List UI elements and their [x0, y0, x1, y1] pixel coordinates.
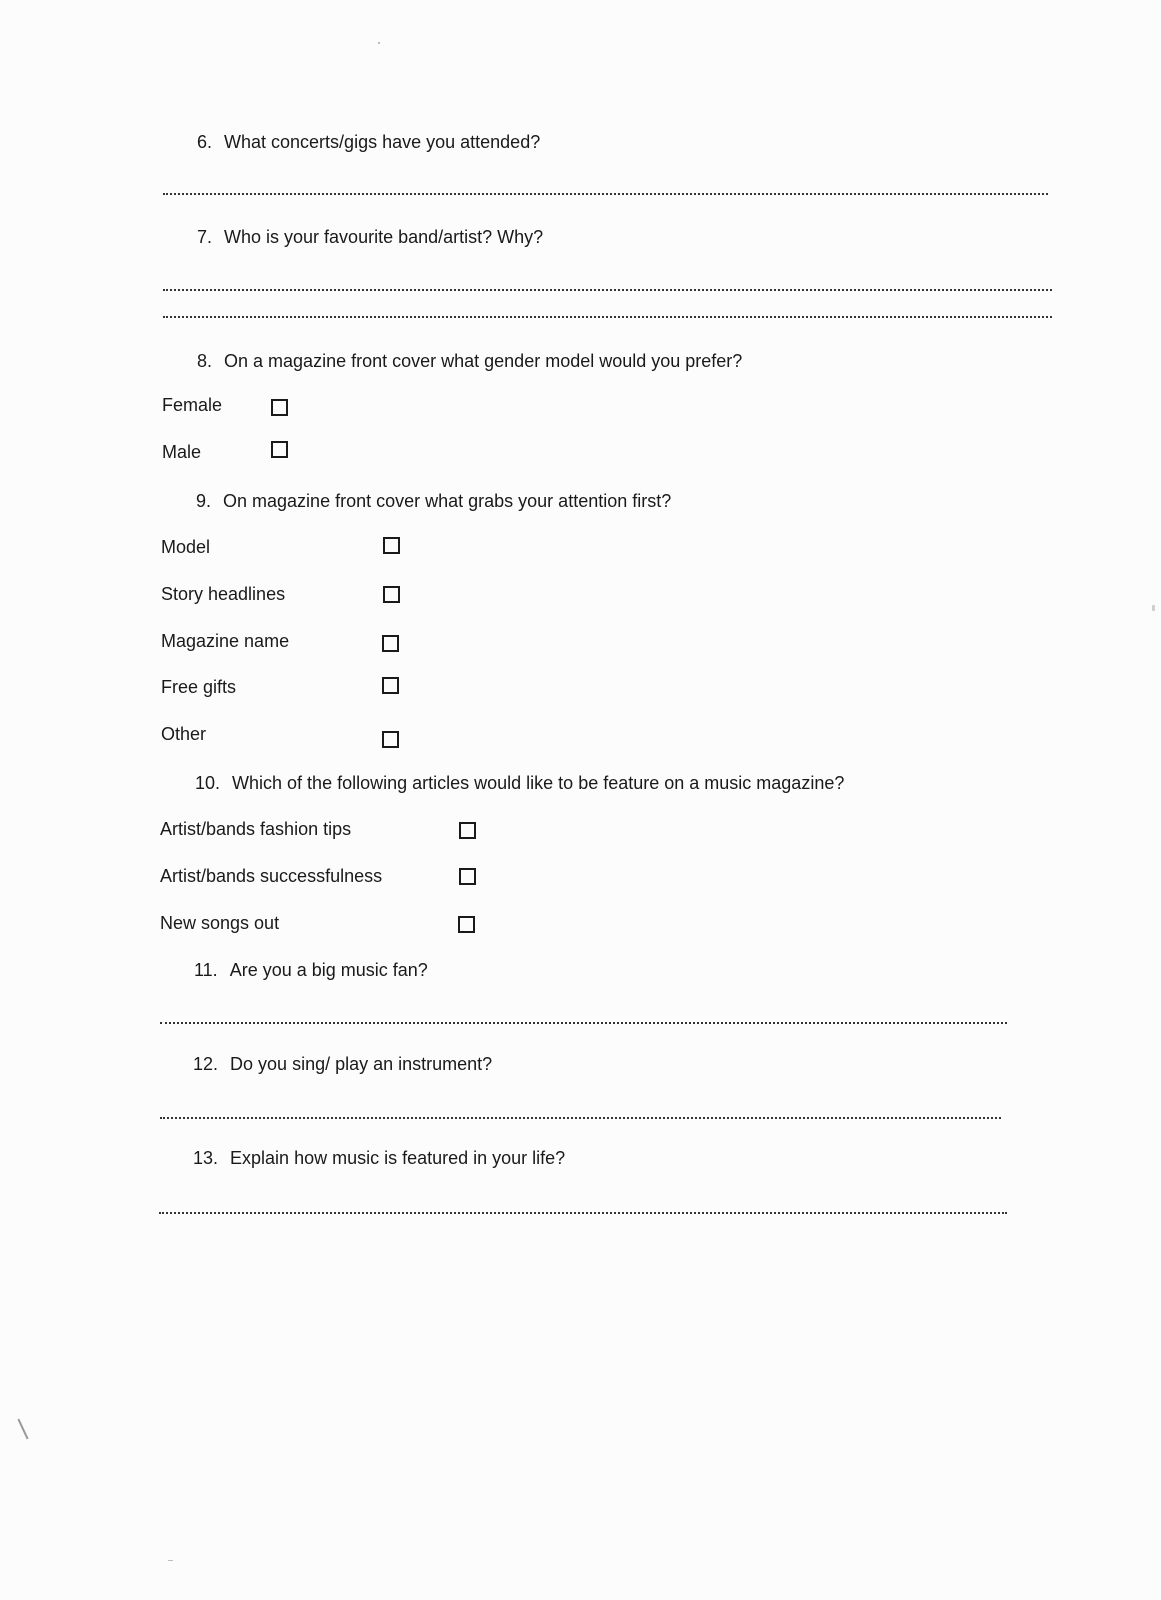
option-magazine-name-label: Magazine name [161, 631, 290, 651]
option-fashion-tips-label: Artist/bands fashion tips [160, 819, 352, 839]
option-male-label: Male [162, 442, 202, 462]
answer-line-q11[interactable] [160, 1022, 1007, 1024]
option-story-headlines-checkbox[interactable] [383, 586, 400, 603]
question-8 [197, 350, 742, 372]
option-female-checkbox[interactable] [271, 399, 288, 416]
option-magazine-name-checkbox[interactable] [382, 635, 399, 652]
question-6 [197, 131, 540, 153]
question-7 [197, 226, 543, 248]
option-female-label: Female [162, 395, 223, 415]
option-free-gifts-checkbox[interactable] [382, 677, 399, 694]
option-free-gifts-label: Free gifts [161, 677, 237, 697]
question-text: Explain how music is featured in your life? [230, 1148, 566, 1168]
question-9 [196, 490, 671, 512]
option-other-checkbox[interactable] [382, 731, 399, 748]
answer-line-q13[interactable] [159, 1212, 1007, 1214]
option-successfulness-label: Artist/bands successfulness [160, 866, 383, 886]
question-10 [195, 772, 844, 794]
question-number: 8. [197, 351, 213, 371]
question-number: 13. [193, 1148, 219, 1168]
answer-line-q12[interactable] [160, 1117, 1001, 1119]
option-fashion-tips-checkbox[interactable] [459, 822, 476, 839]
option-model-checkbox[interactable] [383, 537, 400, 554]
option-story-headlines-label: Story headlines [161, 584, 286, 604]
question-11 [194, 959, 428, 981]
question-number: 11. [194, 960, 218, 980]
question-text: Who is your favourite band/artist? Why? [224, 227, 544, 247]
scan-mark [17, 1419, 28, 1440]
option-new-songs-label: New songs out [160, 913, 280, 933]
question-number: 10. [195, 773, 221, 793]
question-number: 6. [197, 132, 213, 152]
option-other-label: Other [161, 724, 207, 744]
scan-speck [378, 42, 380, 44]
option-new-songs-checkbox[interactable] [458, 916, 475, 933]
question-13 [193, 1147, 565, 1169]
question-number: 9. [196, 491, 212, 511]
answer-line-q6[interactable] [163, 193, 1048, 195]
question-12 [193, 1053, 492, 1075]
option-successfulness-checkbox[interactable] [459, 868, 476, 885]
question-number: 12. [193, 1054, 219, 1074]
option-male-checkbox[interactable] [271, 441, 288, 458]
question-number: 7. [197, 227, 213, 247]
answer-line-q7-2[interactable] [163, 316, 1052, 318]
question-text: What concerts/gigs have you attended? [224, 132, 541, 152]
scan-speck [1152, 605, 1155, 611]
question-text: Are you a big music fan? [229, 960, 428, 980]
question-text: On a magazine front cover what gender model would you prefer? [224, 351, 743, 371]
question-text: Which of the following articles would like to be feature on a music magazine? [232, 773, 845, 793]
question-text: On magazine front cover what grabs your attention first? [223, 491, 672, 511]
question-text: Do you sing/ play an instrument? [230, 1054, 493, 1074]
scan-speck [168, 1560, 173, 1561]
answer-line-q7-1[interactable] [163, 289, 1052, 291]
option-model-label: Model [161, 537, 211, 557]
